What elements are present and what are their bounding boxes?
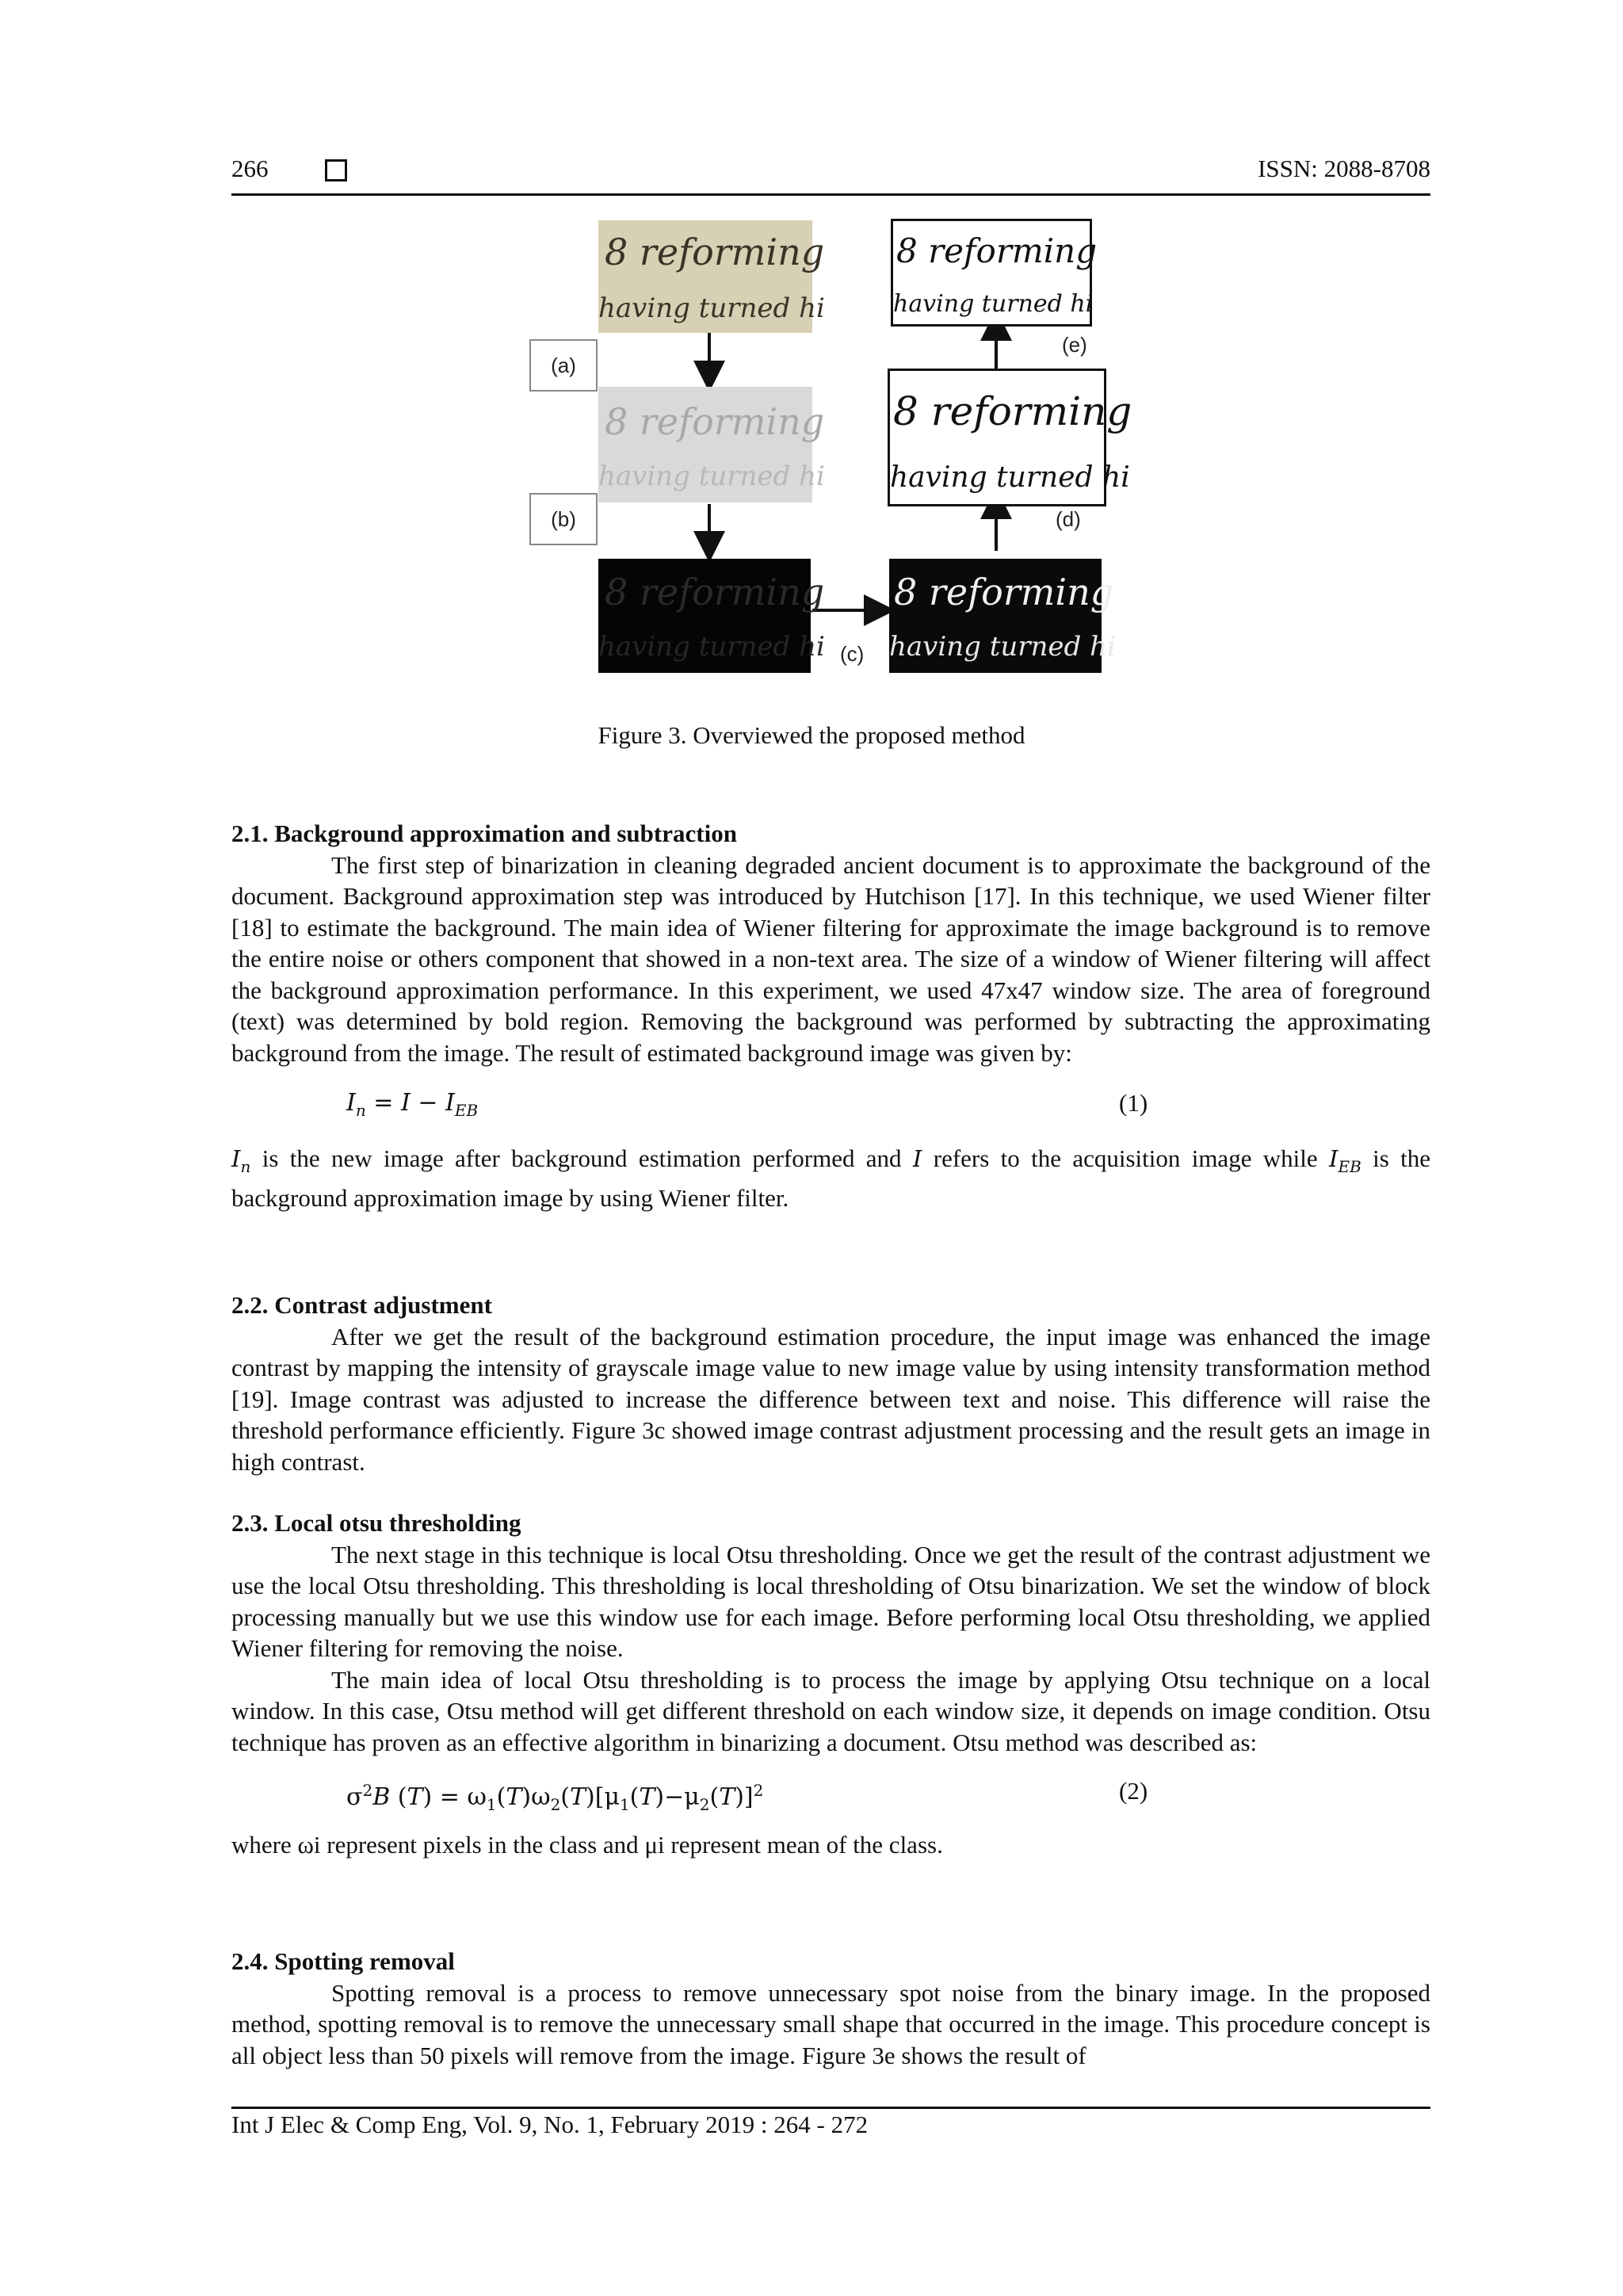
svg-text:having turned hi: having turned hi <box>889 631 1116 663</box>
panel-contrast-adjusted <box>889 559 1116 673</box>
panel-b-background <box>598 387 825 502</box>
paragraph: $I_n$ is the new image after background estimation performed and I refers to the acquisition image while $I_{EB}$ is the background approximation image by using Wiener filter. <box>231 1144 1431 1213</box>
equation-1 <box>231 1087 1430 1119</box>
section-2-2 <box>231 1289 1430 1477</box>
svg-text:8 reforming: 8 reforming <box>605 571 825 613</box>
label-e: (e) <box>1062 333 1087 357</box>
header-rule <box>231 193 1430 196</box>
issn-label: ISSN: 2088-8708 <box>1258 155 1430 182</box>
svg-text:having turned hi: having turned hi <box>893 290 1094 318</box>
section-2-4 <box>231 1946 1430 2071</box>
equation-2 <box>231 1775 1430 1814</box>
svg-text:8 reforming: 8 reforming <box>605 400 825 443</box>
figure-caption: Figure 3. Overviewed the proposed method <box>598 721 1025 749</box>
svg-text:having turned hi: having turned hi <box>598 460 825 492</box>
paragraph: The main idea of local Otsu thresholding is to process the image by applying Otsu technique on a local window. In this case, Otsu method will get different threshold on each window size, it depends on image condition. Otsu technique has proven as an effective algorithm in binarizing a document. Otsu method was described as: <box>231 1665 1430 1756</box>
paragraph: The next stage in this technique is local Otsu thresholding. Once we get the result of the contrast adjustment we use the local Otsu thresholding. This thresholding is local thresholding of Otsu binarization. We set the window of block processing manually but we use this window use for each image. Before performing local Otsu thresholding, we applied Wiener filtering for removing the noise. <box>231 1540 1430 1662</box>
section-heading: 2.4. Spotting removal <box>231 1947 455 1975</box>
svg-text:having turned hi: having turned hi <box>598 631 825 663</box>
section-2-3 <box>231 1507 1430 1861</box>
label-c: (c) <box>840 642 865 666</box>
equation-2-expression: $\sigma^2B$ $(T) = \omega_1(T)\omega_2(T)[\mu_1(T)-\mu_2(T)]^2$ <box>346 1781 764 1814</box>
panel-c-subtracted <box>598 559 825 673</box>
svg-text:8 reforming: 8 reforming <box>893 388 1132 434</box>
section-heading: 2.1. Background approximation and subtraction <box>231 819 737 847</box>
paragraph: After we get the result of the background estimation procedure, the input image was enhanced the image contrast by mapping the intensity of grayscale image value to new image value by using intensity transformation method [19]. Image contrast was adjusted to increase the difference between text and noise. This difference will raise the threshold performance efficiently. Figure 3c showed image contrast adjustment processing and the result gets an image in high contrast. <box>231 1322 1430 1476</box>
section-heading: 2.3. Local otsu thresholding <box>231 1509 521 1537</box>
paragraph: The first step of binarization in cleaning degraded ancient document is to approximate the background of the document. Background approximation step was introduced by Hutchison [17]. In this technique, we used Wiener filter [18] to estimate the background. The main idea of Wiener filtering for approximate the image background is to remove the entire noise or others component that showed in a non-text area. The size of a window of Wiener filtering will affect the background approximation performance. In this experiment, we used 47x47 window size. The area of foreground (text) was determined by bold region. Removing the background was performed by subtracting the approximating background from the image. The result of estimated background image was given by: <box>231 850 1430 1067</box>
label-a: (a) <box>529 339 598 392</box>
footer-rule <box>231 2107 1430 2109</box>
label-d: (d) <box>1056 507 1081 531</box>
figure-3 <box>523 214 1132 682</box>
svg-text:8 reforming: 8 reforming <box>896 231 1098 270</box>
panel-d-binarized <box>888 369 1132 506</box>
section-2-1 <box>231 818 1430 1214</box>
page-header <box>231 155 1430 194</box>
svg-text:8 reforming: 8 reforming <box>605 231 825 273</box>
page-number: 266 <box>231 155 269 182</box>
label-b: (b) <box>529 493 598 545</box>
svg-text:having turned hi: having turned hi <box>890 461 1130 494</box>
svg-text:8 reforming: 8 reforming <box>894 571 1114 613</box>
footer-citation: Int J Elec & Comp Eng, Vol. 9, No. 1, February 2019 : 264 - 272 <box>231 2111 869 2138</box>
section-heading: 2.2. Contrast adjustment <box>231 1291 492 1319</box>
svg-text:having turned hi: having turned hi <box>598 292 825 324</box>
paragraph: Spotting removal is a process to remove unnecessary spot noise from the binary image. In the proposed method, spotting removal is to remove the unnecessary small shape that occurred in the image. This procedure concept is all object less than 50 pixels will remove from the image. Figure 3e shows the result of <box>231 1978 1430 2069</box>
equation-number: (1) <box>1119 1089 1148 1117</box>
paragraph: where ωi represent pixels in the class and μi represent mean of the class. <box>231 1831 943 1859</box>
checkbox-square-icon <box>325 159 347 181</box>
panel-a-original <box>598 220 825 333</box>
equation-number: (2) <box>1119 1777 1148 1805</box>
panel-e-spot-removed <box>891 219 1098 327</box>
equation-1-expression: $I_n = I - I_{EB}$ <box>346 1089 479 1120</box>
